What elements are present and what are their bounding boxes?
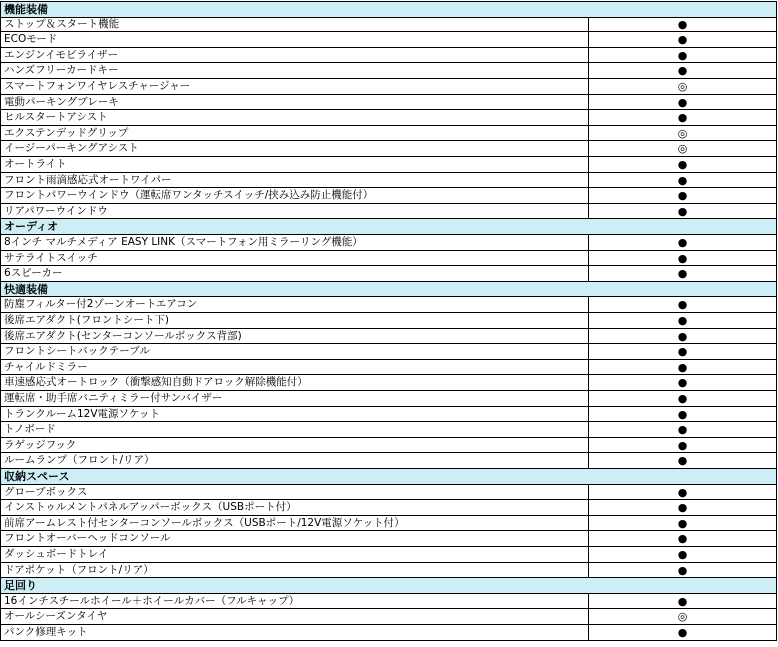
table-row bbox=[0, 79, 777, 95]
table-row bbox=[0, 375, 777, 391]
item-label: インストゥルメントパネルアッパーボックス（USBポート付） bbox=[0, 500, 589, 516]
standard-mark: ● bbox=[589, 297, 777, 313]
standard-mark: ● bbox=[589, 563, 777, 579]
standard-mark: ● bbox=[589, 110, 777, 126]
table-row bbox=[0, 188, 777, 204]
table-row bbox=[0, 344, 777, 360]
table-row bbox=[0, 407, 777, 423]
item-label: フロントシートバックテーブル bbox=[0, 344, 589, 360]
table-row bbox=[0, 157, 777, 173]
option-mark: ◎ bbox=[589, 609, 777, 625]
item-label: 前席アームレスト付センターコンソールボックス（USBポート/12V電源ソケット付） bbox=[0, 516, 589, 532]
standard-mark: ● bbox=[589, 594, 777, 610]
item-label: リアパワーウインドウ bbox=[0, 204, 589, 220]
table-row bbox=[0, 110, 777, 126]
standard-mark: ● bbox=[589, 48, 777, 64]
table-row bbox=[0, 422, 777, 438]
item-label: 後席エアダクト(センターコンソールボックス背部) bbox=[0, 329, 589, 345]
standard-mark: ● bbox=[589, 204, 777, 220]
section-header bbox=[0, 282, 777, 298]
item-label: トランクルーム12V電源ソケット bbox=[0, 407, 589, 423]
item-label: トノボード bbox=[0, 422, 589, 438]
table-row bbox=[0, 594, 777, 610]
section-header bbox=[0, 578, 777, 594]
item-label: ドアポケット（フロント/リア） bbox=[0, 563, 589, 579]
table-row bbox=[0, 360, 777, 376]
table-row bbox=[0, 531, 777, 547]
table-row bbox=[0, 313, 777, 329]
table-row bbox=[0, 563, 777, 579]
table-row bbox=[0, 235, 777, 251]
standard-mark: ● bbox=[589, 438, 777, 454]
section-title: 快適装備 bbox=[0, 282, 777, 298]
table-row bbox=[0, 126, 777, 142]
item-label: 運転席・助手席バニティミラー付サンバイザー bbox=[0, 391, 589, 407]
standard-mark: ● bbox=[589, 188, 777, 204]
table-row bbox=[0, 516, 777, 532]
item-label: 後席エアダクト(フロントシート下) bbox=[0, 313, 589, 329]
table-row bbox=[0, 625, 777, 641]
standard-mark: ● bbox=[589, 531, 777, 547]
standard-mark: ● bbox=[589, 313, 777, 329]
section-title: オーディオ bbox=[0, 219, 777, 235]
item-label: エクステンデッドグリップ bbox=[0, 126, 589, 142]
standard-mark: ● bbox=[589, 157, 777, 173]
item-label: 防塵フィルター付2ゾーンオートエアコン bbox=[0, 297, 589, 313]
table-row bbox=[0, 95, 777, 111]
standard-mark: ● bbox=[589, 32, 777, 48]
item-label: ヒルスタートアシスト bbox=[0, 110, 589, 126]
item-label: 6スピーカー bbox=[0, 266, 589, 282]
item-label: ダッシュボードトレイ bbox=[0, 547, 589, 563]
standard-mark: ● bbox=[589, 625, 777, 641]
table-row bbox=[0, 17, 777, 33]
standard-mark: ● bbox=[589, 235, 777, 251]
table-row bbox=[0, 63, 777, 79]
standard-mark: ● bbox=[589, 360, 777, 376]
item-label: ストップ＆スタート機能 bbox=[0, 17, 589, 33]
item-label: サテライトスイッチ bbox=[0, 251, 589, 267]
standard-mark: ● bbox=[589, 375, 777, 391]
table-row bbox=[0, 297, 777, 313]
section-title: 収納スペース bbox=[0, 469, 777, 485]
item-label: 8インチ マルチメディア EASY LINK（スマートフォン用ミラーリング機能） bbox=[0, 235, 589, 251]
section-header bbox=[0, 1, 777, 17]
item-label: フロント雨滴感応式オートワイパー bbox=[0, 173, 589, 189]
item-label: 車速感応式オートロック（衝撃感知自動ドアロック解除機能付） bbox=[0, 375, 589, 391]
item-label: グローブボックス bbox=[0, 485, 589, 501]
standard-mark: ● bbox=[589, 63, 777, 79]
item-label: オールシーズンタイヤ bbox=[0, 609, 589, 625]
standard-mark: ● bbox=[589, 516, 777, 532]
standard-mark: ● bbox=[589, 485, 777, 501]
standard-mark: ● bbox=[589, 251, 777, 267]
standard-mark: ● bbox=[589, 500, 777, 516]
section-title: 足回り bbox=[0, 578, 777, 594]
item-label: フロントオーバーヘッドコンソール bbox=[0, 531, 589, 547]
item-label: ラゲッジフック bbox=[0, 438, 589, 454]
option-mark: ◎ bbox=[589, 141, 777, 157]
section-header bbox=[0, 469, 777, 485]
table-row bbox=[0, 266, 777, 282]
standard-mark: ● bbox=[589, 391, 777, 407]
table-row bbox=[0, 48, 777, 64]
item-label: パンク修理キット bbox=[0, 625, 589, 641]
table-row bbox=[0, 251, 777, 267]
standard-mark: ● bbox=[589, 407, 777, 423]
standard-mark: ● bbox=[589, 547, 777, 563]
item-label: ハンズフリーカードキー bbox=[0, 63, 589, 79]
item-label: ECOモード bbox=[0, 32, 589, 48]
item-label: 16インチスチールホイール＋ホイールカバー（フルキャップ） bbox=[0, 594, 589, 610]
item-label: 電動パーキングブレーキ bbox=[0, 95, 589, 111]
item-label: ルームランプ（フロント/リア） bbox=[0, 453, 589, 469]
standard-mark: ● bbox=[589, 422, 777, 438]
table-row bbox=[0, 609, 777, 625]
item-label: イージーパーキングアシスト bbox=[0, 141, 589, 157]
item-label: スマートフォンワイヤレスチャージャー bbox=[0, 79, 589, 95]
table-row bbox=[0, 32, 777, 48]
section-header bbox=[0, 219, 777, 235]
table-row bbox=[0, 453, 777, 469]
item-label: フロントパワーウインドウ（運転席ワンタッチスイッチ/挟み込み防止機能付） bbox=[0, 188, 589, 204]
table-row bbox=[0, 173, 777, 189]
standard-mark: ● bbox=[589, 344, 777, 360]
standard-mark: ● bbox=[589, 17, 777, 33]
table-row bbox=[0, 329, 777, 345]
table-row bbox=[0, 485, 777, 501]
item-label: エンジンイモビライザー bbox=[0, 48, 589, 64]
item-label: オートライト bbox=[0, 157, 589, 173]
standard-mark: ● bbox=[589, 173, 777, 189]
item-label: チャイルドミラー bbox=[0, 360, 589, 376]
table-row bbox=[0, 391, 777, 407]
standard-mark: ● bbox=[589, 453, 777, 469]
option-mark: ◎ bbox=[589, 79, 777, 95]
standard-mark: ● bbox=[589, 95, 777, 111]
table-row bbox=[0, 204, 777, 220]
section-title: 機能装備 bbox=[0, 2, 777, 18]
standard-mark: ● bbox=[589, 329, 777, 345]
table-row bbox=[0, 547, 777, 563]
table-row bbox=[0, 500, 777, 516]
table-row bbox=[0, 438, 777, 454]
standard-mark: ● bbox=[589, 266, 777, 282]
table-row bbox=[0, 141, 777, 157]
option-mark: ◎ bbox=[589, 126, 777, 142]
